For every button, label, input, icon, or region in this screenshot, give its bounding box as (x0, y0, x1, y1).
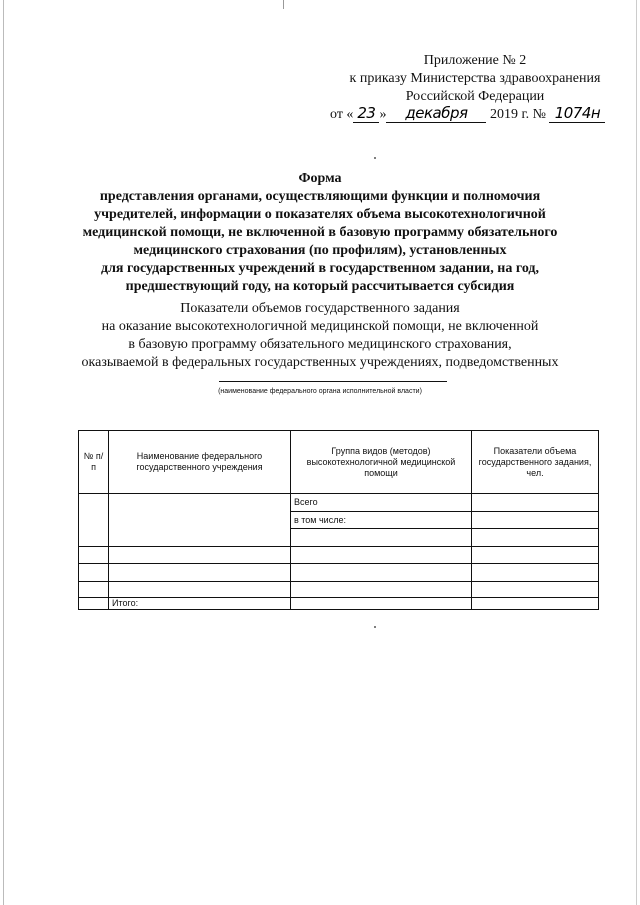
order-month-field (386, 106, 486, 123)
appendix-federation: Российской Федерации (405, 89, 545, 104)
scan-right-edge (636, 0, 637, 905)
indicators-heading (0, 300, 640, 372)
scan-left-edge (3, 0, 4, 905)
table-cell (291, 564, 472, 582)
table-cell (109, 582, 291, 598)
table-cell (472, 547, 599, 564)
table-cell (109, 494, 291, 547)
org-name-blank-line (219, 381, 447, 382)
grand-total-label: Итого: (109, 598, 291, 610)
table-cell (291, 598, 472, 610)
indicators-line-4: оказываемой в федеральных государственных учреждениях, подведомственных (81, 355, 559, 370)
table-cell (109, 547, 291, 564)
table-cell (79, 494, 109, 547)
table-cell (472, 582, 599, 598)
indicators-table (78, 430, 599, 610)
scan-top-mark (283, 0, 284, 9)
table-cell (79, 547, 109, 564)
table-row (79, 582, 599, 598)
appendix-number: Приложение № 2 (423, 53, 527, 68)
order-year: 2019 г. № (489, 107, 546, 122)
appendix-header (330, 52, 620, 124)
form-title-line-6: для государственных учреждений в государственном задании, на год, (100, 261, 540, 276)
table-cell (79, 582, 109, 598)
table-total-row (79, 598, 599, 610)
table-header-row (79, 431, 599, 494)
table-cell (472, 529, 599, 547)
order-date-line (330, 106, 620, 124)
appendix-order-ref: к приказу Министерства здравоохранения (349, 71, 601, 86)
org-name-caption: (наименование федерального органа исполнительной власти) (218, 388, 422, 395)
col-header-number: № п/п (79, 431, 109, 494)
table-cell (472, 564, 599, 582)
form-title-line-5: медицинского страхования (по профилям), установленных (133, 243, 507, 258)
col-header-institution: Наименование федерального государственного учреждения (109, 431, 291, 494)
indicators-line-2: на оказание высокотехнологичной медицинской помощи, не включенной (101, 319, 539, 334)
table-cell (291, 582, 472, 598)
form-title-line-1: Форма (298, 171, 342, 186)
order-number-field (549, 106, 605, 123)
table-cell (291, 547, 472, 564)
including-label: в том числе: (291, 512, 472, 529)
scan-speck (374, 626, 376, 628)
col-header-volume: Показатели объема государственного задания, чел. (472, 431, 599, 494)
order-day-suffix: » (379, 107, 387, 122)
indicators-line-1: Показатели объемов государственного задания (180, 301, 460, 316)
form-title-line-4: медицинской помощи, не включенной в базовую программу обязательного (82, 225, 558, 240)
order-prefix: от « (330, 107, 354, 122)
table-cell (472, 494, 599, 512)
col-header-care-group: Группа видов (методов) высокотехнологичной медицинской помощи (291, 431, 472, 494)
table-row (79, 564, 599, 582)
table-cell (109, 564, 291, 582)
table-cell (79, 564, 109, 582)
total-label: Всего (291, 494, 472, 512)
order-day-field (353, 106, 379, 123)
table-cell (472, 598, 599, 610)
scan-speck (374, 157, 376, 159)
order-month: декабря (405, 104, 468, 122)
form-title (0, 170, 640, 296)
table-row (79, 547, 599, 564)
indicators-line-3: в базовую программу обязательного медицинского страхования, (128, 337, 512, 352)
table-row (79, 494, 599, 512)
order-number: 1074н (554, 104, 601, 122)
form-title-line-2: представления органами, осуществляющими функции и полномочия (99, 189, 541, 204)
table-cell (472, 512, 599, 529)
table-cell (79, 598, 109, 610)
table-cell (291, 529, 472, 547)
form-title-line-7: предшествующий году, на который рассчитывается субсидия (125, 279, 515, 294)
order-day: 23 (357, 104, 376, 122)
form-title-line-3: учредителей, информации о показателях объема высокотехнологичной (94, 207, 546, 222)
